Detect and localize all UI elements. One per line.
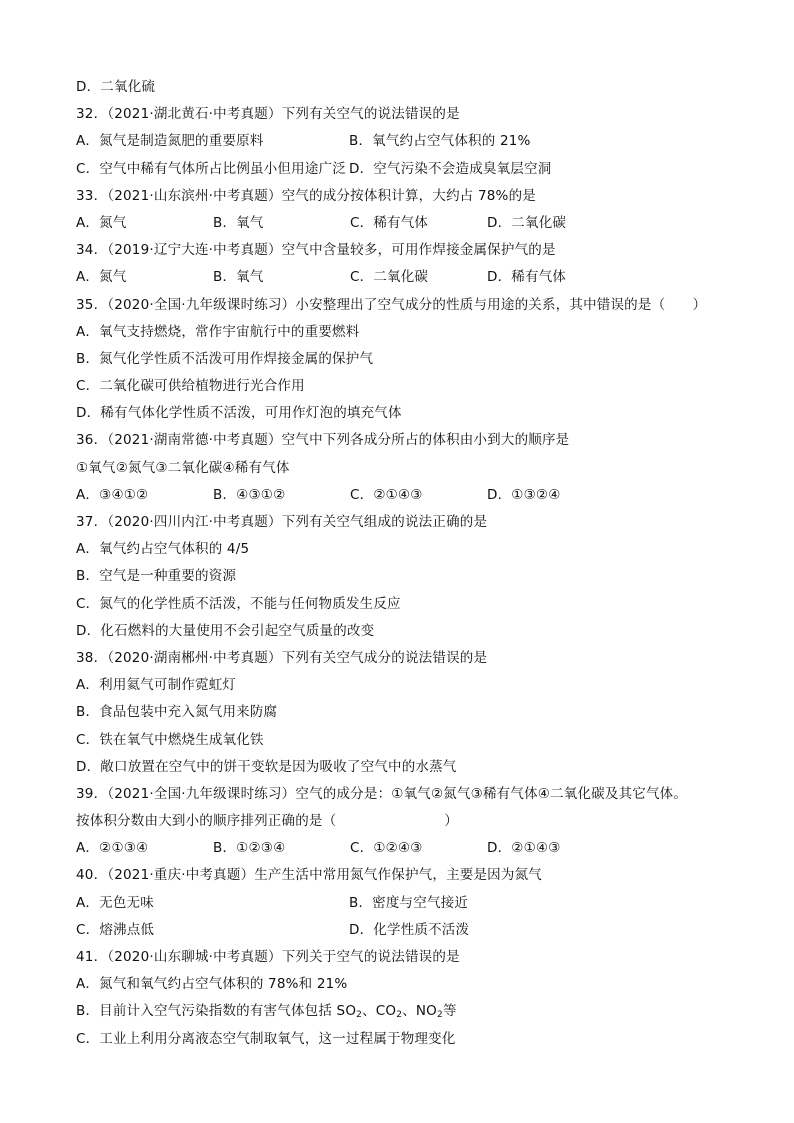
option-b: B．①②③④ [213, 840, 286, 857]
option-b-text: 等 [442, 1003, 457, 1020]
option-c: C．空气中稀有气体所占比例虽小但用途广泛 [76, 160, 346, 177]
options-row [76, 156, 736, 183]
option-a: A．②①③④ [76, 840, 149, 857]
option-c: C．工业上利用分离液态空气制取氧气，这一过程属于物理变化 [76, 1030, 456, 1047]
question-stem [76, 808, 736, 835]
option-c: C．铁在氧气中燃烧生成氧化铁 [76, 731, 264, 748]
option-c: C．稀有气体 [350, 214, 429, 231]
option-d: D．敞口放置在空气中的饼干变软是因为吸收了空气中的水蒸气 [76, 758, 457, 775]
option-a: A．氧气支持燃烧，常作宇宙航行中的重要燃料 [76, 323, 360, 340]
option-b: B．空气是一种重要的资源 [76, 568, 237, 585]
question-33: 33．（2021·山东滨州·中考真题）空气的成分按体积计算，大约占 78%的是 [76, 187, 536, 204]
subscript: 2 [356, 1010, 363, 1021]
options-row [76, 890, 736, 917]
question-list [76, 74, 736, 1053]
stem-close: ） [444, 813, 459, 830]
option-b: B．④③①② [213, 486, 286, 503]
option-b-text: 、CO [362, 1003, 397, 1020]
option-d: D．二氧化硫 [76, 79, 156, 95]
options-row [76, 835, 736, 862]
question-40: 40．（2021·重庆·中考真题）生产生活中常用氮气作保护气，主要是因为氮气 [76, 867, 542, 884]
option-c: C．二氧化碳 [350, 269, 429, 286]
question-34: 34．（2019·辽宁大连·中考真题）空气中含量较多，可用作焊接金属保护气的是 [76, 242, 556, 259]
option-a: A．无色无味 [76, 894, 154, 911]
option-b: B．氧气 [213, 269, 264, 286]
option-c: C．②①④③ [350, 486, 423, 503]
option-b: B．氧气 [213, 214, 264, 231]
question-39: 39．（2021·全国·九年级课时练习）空气的成分是：①氧气②氮气③稀有气体④二氧化碳及其它气体。 [76, 785, 688, 802]
option-b-text: B．目前计入空气污染指数的有害气体包括 SO [76, 1003, 357, 1020]
options-row [76, 264, 736, 291]
option-b-text: 、NO [402, 1003, 438, 1020]
option-d: D．化学性质不活泼 [349, 921, 470, 938]
option-a: A．氮气 [76, 214, 127, 231]
option-a: A．氮气 [76, 269, 127, 286]
options-row [76, 128, 736, 155]
option-b [76, 998, 736, 1025]
question-32: 32．（2021·湖北黄石·中考真题）下列有关空气的说法错误的是 [76, 106, 460, 123]
question-37: 37．（2020·四川内江·中考真题）下列有关空气组成的说法正确的是 [76, 514, 488, 530]
option-a: A．氮气是制造氮肥的重要原料 [76, 133, 264, 150]
option-d: D．空气污染不会造成臭氧层空洞 [349, 160, 552, 177]
question-stem: ①氧气②氮气③二氧化碳④稀有气体 [76, 459, 290, 476]
question-36: 36．（2021·湖南常德·中考真题）空气中下列各成分所占的体积由小到大的顺序是 [76, 432, 570, 449]
options-row [76, 482, 736, 509]
option-c: C．熔沸点低 [76, 921, 155, 938]
options-row [76, 917, 736, 944]
question-41: 41．（2020·山东聊城·中考真题）下列关于空气的说法错误的是 [76, 949, 460, 965]
option-a: A．氧气约占空气体积的 4/5 [76, 541, 250, 558]
question-35: 35．（2020·全国·九年级课时练习）小安整理出了空气成分的性质与用途的关系，其中错误的是（ ） [76, 296, 707, 313]
option-b: B．食品包装中充入氮气用来防腐 [76, 704, 278, 721]
option-b: B．氮气化学性质不活泼可用作焊接金属的保护气 [76, 350, 374, 367]
options-row [76, 210, 736, 237]
subscript: 2 [437, 1010, 443, 1021]
option-b: B．氧气约占空气体积的 21% [349, 133, 531, 150]
option-d: D．②①④③ [487, 840, 561, 857]
option-d: D．稀有气体化学性质不活泼，可用作灯泡的填充气体 [76, 405, 402, 422]
option-b: B．密度与空气接近 [349, 894, 469, 911]
option-c: C．①②④③ [350, 840, 423, 857]
option-d: D．①③②④ [487, 486, 561, 503]
option-a: A．利用氦气可制作霓虹灯 [76, 677, 237, 694]
option-c: C．氮气的化学性质不活泼，不能与任何物质发生反应 [76, 595, 401, 612]
option-d: D．稀有气体 [487, 269, 567, 286]
subscript: 2 [396, 1010, 403, 1021]
option-d: D．二氧化碳 [487, 214, 567, 231]
option-a: A．③④①② [76, 486, 149, 503]
option-c: C．二氧化碳可供给植物进行光合作用 [76, 378, 305, 395]
question-38: 38．（2020·湖南郴州·中考真题）下列有关空气成分的说法错误的是 [76, 649, 488, 666]
stem-text: 按体积分数由大到小的顺序排列正确的是（ [76, 813, 337, 830]
option-d: D．化石燃料的大量使用不会引起空气质量的改变 [76, 622, 375, 639]
option-a: A．氮气和氧气约占空气体积的 78%和 21% [76, 976, 348, 993]
